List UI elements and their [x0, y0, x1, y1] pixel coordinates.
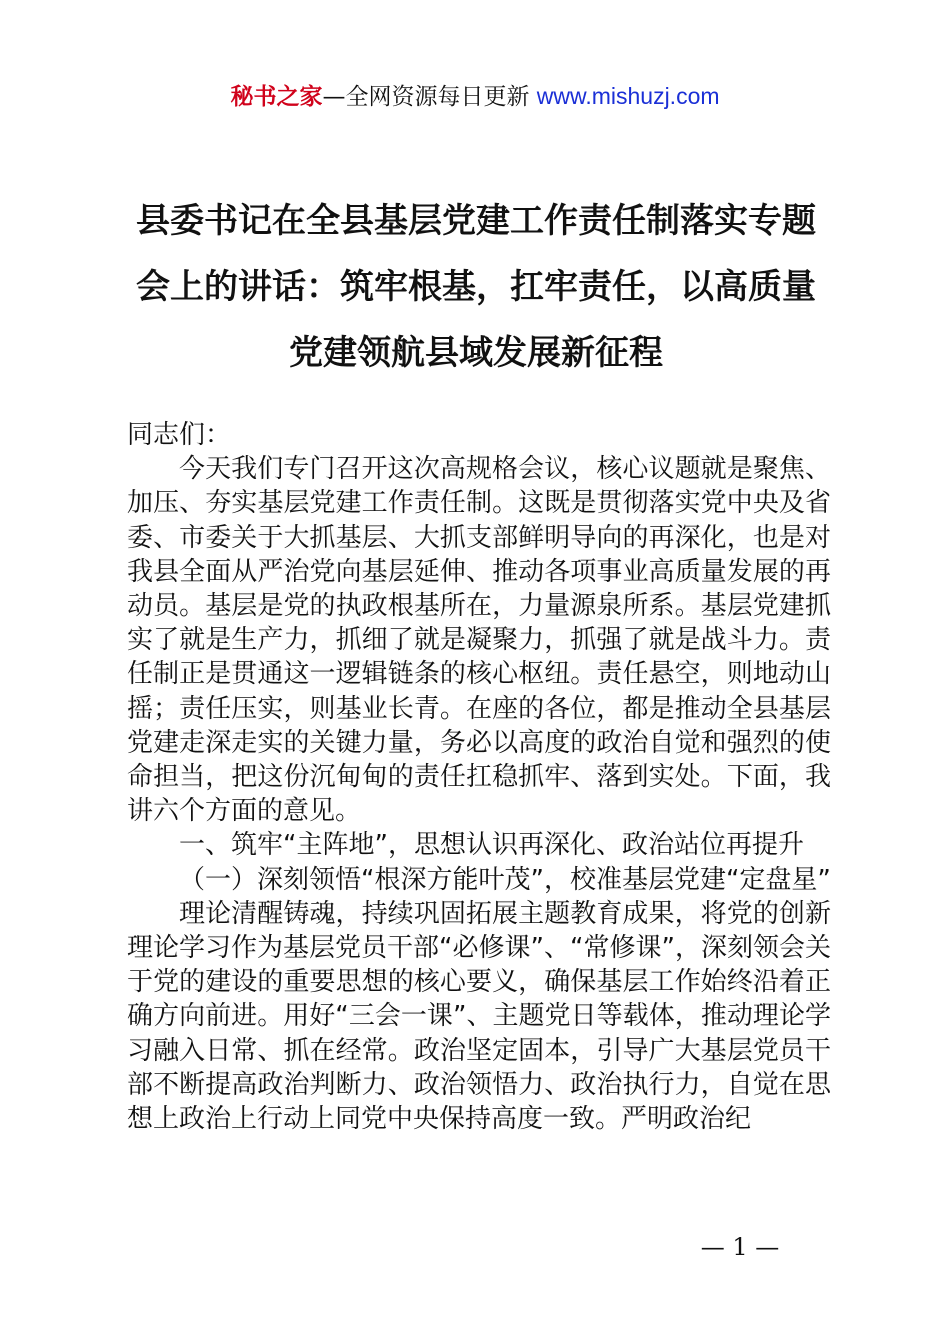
document-body	[127, 418, 831, 1136]
document-title: 县委书记在全县基层党建工作责任制落实专题会上的讲话：筑牢根基，扛牢责任，以高质量党建领航县域发展新征程	[136, 201, 816, 373]
header-banner	[0, 78, 950, 115]
brand-name: 秘书之家	[230, 84, 323, 110]
paragraph-intro: 今天我们专门召开这次高规格会议，核心议题就是聚焦、加压、夯实基层党建工作责任制。这既是贯彻落实党中央及省委、市委关于大抓基层、大抓支部鲜明导向的再深化，也是对我县全面从严治党向基层延伸、推动各项事业高质量发展的再动员。基层是党的执政根基所在，力量源泉所系。基层党建抓实了就是生产力，抓细了就是凝聚力，抓强了就是战斗力。责任制正是贯通这一逻辑链条的核心枢纽。责任悬空，则地动山摇；责任压实，则基业长青。在座的各位，都是推动全县基层党建走深走实的关键力量，务必以高度的政治自觉和强烈的使命担当，把这份沉甸甸的责任扛稳抓牢、落到实处。下面，我讲六个方面的意见。	[127, 454, 831, 827]
subsection-heading-1-1: （一）深刻领悟“根深方能叶茂”，校准基层党建“定盘星”	[179, 864, 831, 895]
page-number: — 1 —	[700, 1233, 780, 1261]
site-url-link[interactable]: www.mishuzj.com	[536, 83, 720, 109]
header-tagline: —全网资源每日更新	[322, 84, 530, 110]
paragraph-theory: 理论清醒铸魂，持续巩固拓展主题教育成果，将党的创新理论学习作为基层党员干部“必修课”、“常修课”，深刻领会关于党的建设的重要思想的核心要义，确保基层工作始终沿着正确方向前进。用好“三会一课”、主题党日等载体，推动理论学习融入日常、抓在经常。政治坚定固本，引导广大基层党员干部不断提高政治判断力、政治领悟力、政治执行力，自觉在思想上政治上行动上同党中央保持高度一致。严明政治纪	[127, 898, 831, 1135]
section-heading-1: 一、筑牢“主阵地”，思想认识再深化、政治站位再提升	[179, 830, 804, 861]
salutation: 同志们：	[127, 420, 232, 450]
